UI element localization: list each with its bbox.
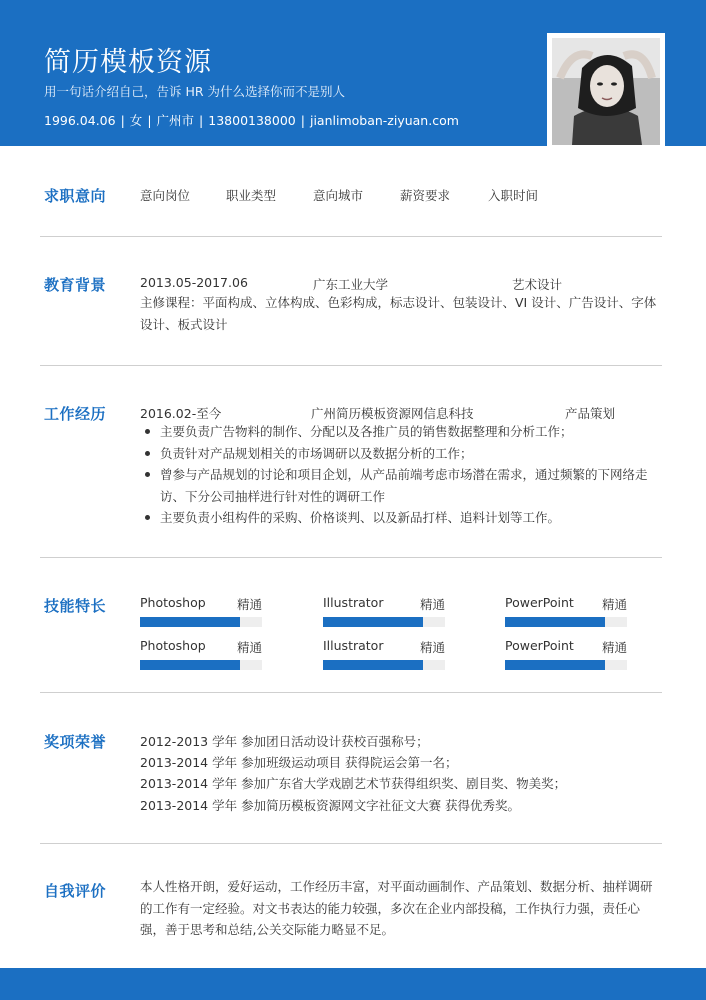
skill-name: PowerPoint: [505, 638, 574, 653]
skill-item: [323, 638, 445, 674]
work-period: 2016.02-至今: [140, 406, 222, 421]
skill-bar: [140, 617, 262, 627]
resume-title: 简历模板资源: [44, 47, 212, 78]
award-item: 2013-2014 学年 参加班级运动项目 获得院运会第一名；: [140, 755, 458, 770]
work-duty-item: 主要负责小组构件的采购、价格谈判、以及新品打样、追料计划等工作。: [140, 507, 660, 529]
gender: 女: [129, 113, 143, 128]
awards-label: 奖项荣誉: [44, 733, 107, 751]
skill-level: 精通: [601, 640, 627, 655]
skill-level: 精通: [236, 640, 262, 655]
intent-label: 求职意向: [44, 187, 107, 205]
award-item: 2013-2014 学年 参加广东省大学戏剧艺术节获得组织奖、剧目奖、物美奖；: [140, 776, 567, 791]
portrait-photo: [552, 38, 660, 145]
section-divider: [40, 557, 662, 558]
education-major: 艺术设计: [512, 277, 563, 292]
skill-item: [323, 595, 445, 631]
skill-level: 精通: [601, 597, 627, 612]
self-eval-text: 本人性格开朗，爱好运动，工作经历丰富，对平面动画制作、产品策划、数据分析、抽样调研的工作有一定经验。对文书表达的能力较强，多次在企业内部投稿，工作执行力强，责任心强，善于思考和总结,公关交际能力略显不足。: [140, 879, 653, 937]
education-period: 2013.05-2017.06: [140, 275, 248, 290]
work-duty-item: 主要负责广告物料的制作、分配以及各推广员的销售数据整理和分析工作；: [140, 421, 660, 443]
skill-bar-fill: [505, 660, 605, 670]
info-separator: |: [199, 113, 204, 128]
education-courses: 主修课程：平面构成、立体构成、色彩构成，标志设计、包装设计、VI 设计、广告设计、字体设计、板式设计: [140, 295, 657, 332]
education-school: 广东工业大学: [313, 277, 389, 292]
photo-frame: [547, 33, 665, 150]
skill-level: 精通: [419, 640, 445, 655]
website: jianlimoban-ziyuan.com: [309, 113, 459, 128]
skill-item: [505, 638, 627, 674]
birth-date: 1996.04.06: [44, 113, 116, 128]
skill-item: [140, 595, 262, 631]
work-duty-item: 负责针对产品规划相关的市场调研以及数据分析的工作；: [140, 443, 660, 465]
skill-item: [505, 595, 627, 631]
self-eval-label: 自我评价: [44, 882, 107, 900]
portrait-icon: [552, 38, 660, 145]
skill-name: PowerPoint: [505, 595, 574, 610]
award-item: 2012-2013 学年 参加团日活动设计获校百强称号；: [140, 734, 429, 749]
info-separator: |: [120, 113, 125, 128]
skill-name: Photoshop: [140, 638, 206, 653]
section-divider: [40, 692, 662, 693]
phone: 13800138000: [208, 113, 296, 128]
skill-bar: [505, 617, 627, 627]
intent-salary: 薪资要求: [400, 188, 451, 203]
resume-subtitle: 用一句话介绍自己，告诉 HR 为什么选择你而不是别人: [44, 84, 346, 99]
intent-job-type: 职业类型: [226, 188, 277, 203]
work-company: 广州简历模板资源网信息科技: [311, 406, 474, 421]
skill-bar-fill: [323, 617, 423, 627]
info-separator: |: [300, 113, 305, 128]
skill-bar-fill: [140, 660, 240, 670]
skill-bar: [140, 660, 262, 670]
skills-label: 技能特长: [44, 597, 107, 615]
skill-bar: [323, 660, 445, 670]
skill-name: Photoshop: [140, 595, 206, 610]
skill-bar-fill: [140, 617, 240, 627]
section-divider: [40, 365, 662, 366]
info-separator: |: [147, 113, 152, 128]
city: 广州市: [156, 113, 195, 128]
skill-bar-fill: [505, 617, 605, 627]
work-position: 产品策划: [565, 406, 616, 421]
intent-position: 意向岗位: [140, 188, 191, 203]
education-label: 教育背景: [44, 276, 107, 294]
skill-name: Illustrator: [323, 638, 384, 653]
skill-bar-fill: [323, 660, 423, 670]
section-divider: [40, 236, 662, 237]
skill-item: [140, 638, 262, 674]
skill-level: 精通: [236, 597, 262, 612]
skill-bar: [323, 617, 445, 627]
work-duty-item: 曾参与产品规划的讨论和项目企划，从产品前端考虑市场潜在需求，通过频繁的下网络走访、下分公司抽样进行针对性的调研工作: [140, 464, 660, 507]
intent-city: 意向城市: [313, 188, 364, 203]
contact-info: [44, 111, 459, 129]
intent-start-date: 入职时间: [488, 188, 539, 203]
skill-name: Illustrator: [323, 595, 384, 610]
skill-level: 精通: [419, 597, 445, 612]
footer-band: [0, 968, 706, 1000]
work-label: 工作经历: [44, 405, 107, 423]
award-item: 2013-2014 学年 参加简历模板资源网文字社征文大赛 获得优秀奖。: [140, 798, 521, 813]
section-divider: [40, 843, 662, 844]
skill-bar: [505, 660, 627, 670]
work-duties-list: [140, 421, 660, 529]
